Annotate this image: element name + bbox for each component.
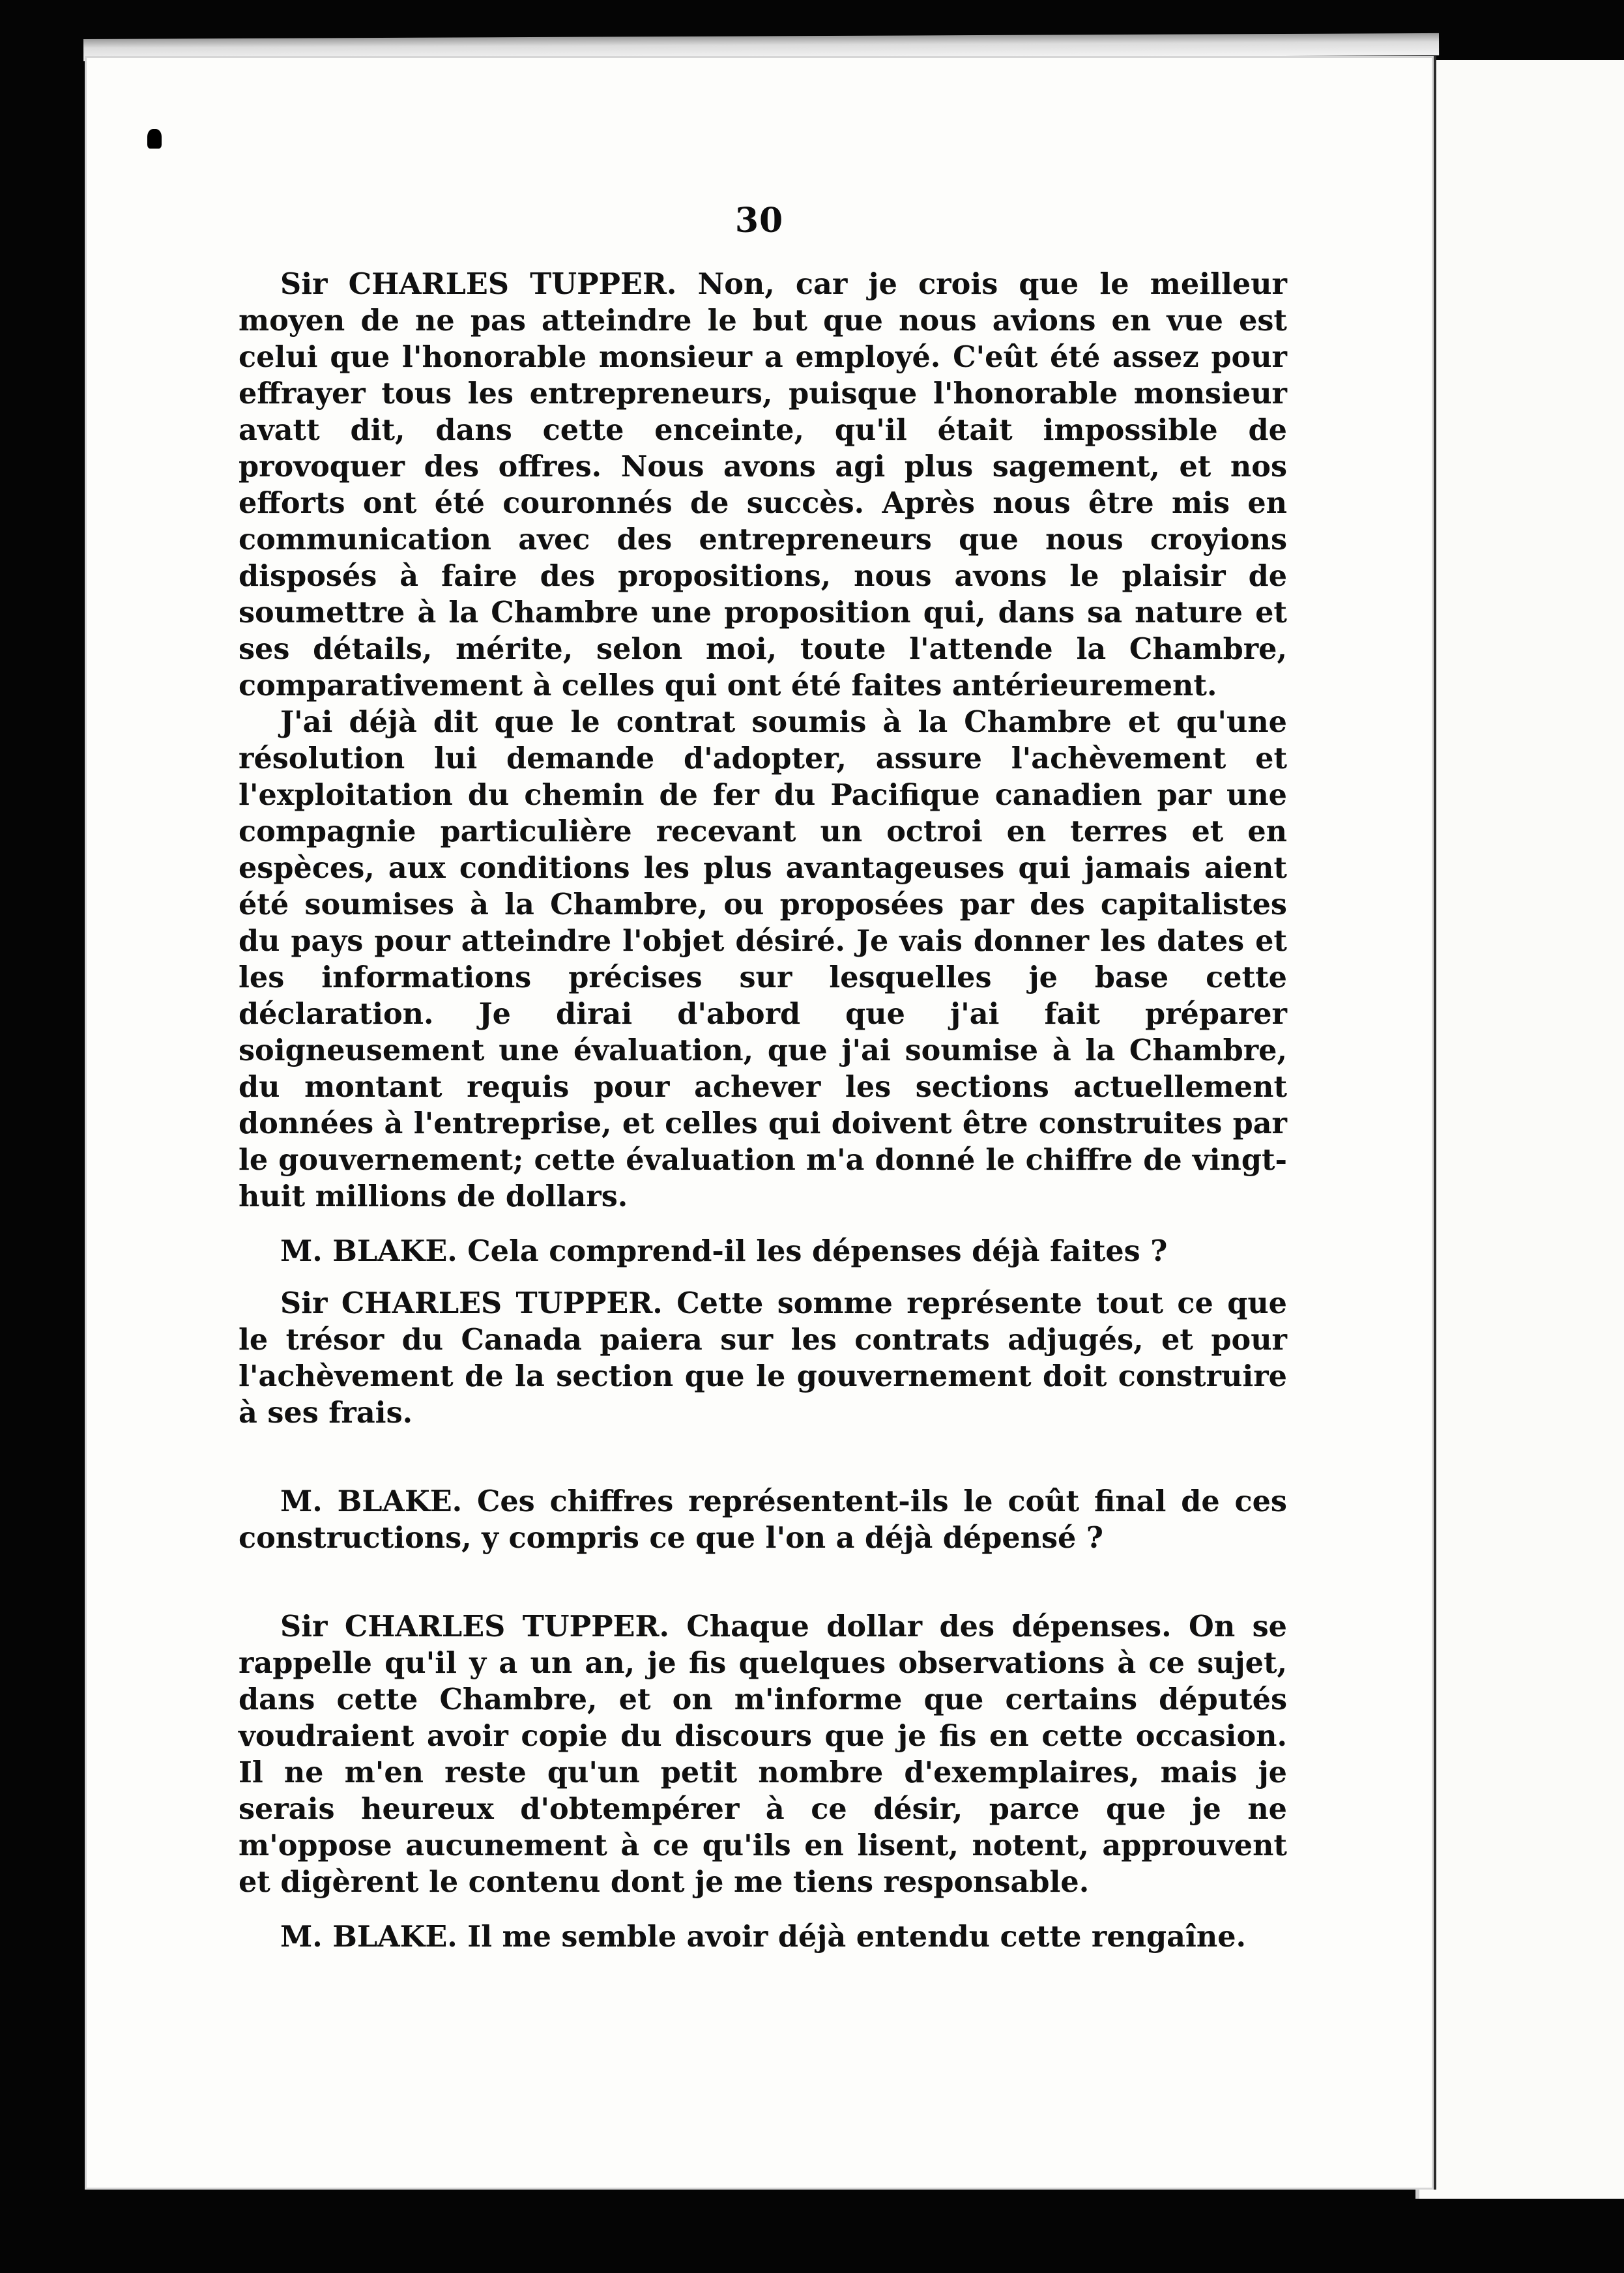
paragraph-3 [239, 1233, 1287, 1269]
paragraph-4 [239, 1285, 1287, 1431]
paragraph-1 [239, 266, 1287, 704]
paragraph-text: Il me semble avoir déjà entendu cette rengaîne. [467, 1920, 1247, 1954]
ink-mark [147, 129, 162, 149]
speaker-name: M. BLAKE. [280, 1920, 457, 1954]
paragraph-text: Ces chiffres représentent-ils le coût final de ces constructions, y compris ce que l'on a déjà dépensé ? [239, 1484, 1287, 1555]
next-page-edge [1415, 60, 1624, 2199]
paragraph-5 [239, 1483, 1287, 1556]
paragraph-7 [239, 1918, 1287, 1955]
paragraph-text: J'ai déjà dit que le contrat soumis à la Chambre et qu'une résolution lui demande d'adopter, assure l'achèvement et l'exploitation du chemin de fer du Pacifique canadien par une compagnie particulière recevant un octroi en terres et en espèces, aux conditions les plus avantageuses qui jamais aient été soumises à la Chambre, ou proposées par des capitalistes du pays pour atteindre l'objet désiré. Je vais donner les dates et les informations précises sur lesquelles je base cette déclaration. Je dirai d'abord que j'ai fait préparer soigneusement une évaluation, que j'ai soumise à la Chambre, du montant requis pour achever les sections actuellement données à l'entreprise, et celles qui doivent être construites par le gouvernement; cette évaluation m'a donné le chiffre de vingt-huit millions de dollars. [239, 705, 1287, 1213]
paragraph-text: Cela comprend-il les dépenses déjà faites ? [467, 1234, 1168, 1268]
speaker-name: M. BLAKE. [280, 1234, 457, 1268]
text-column [239, 266, 1287, 1955]
paragraph-text: Cette somme représente tout ce que le trésor du Canada paiera sur les contrats adjugés, et pour l'achèvement de la section que le gouvernement doit construire à ses frais. [239, 1286, 1287, 1430]
speaker-name: Sir CHARLES TUPPER. [280, 1610, 669, 1643]
speaker-name: Sir CHARLES TUPPER. [280, 267, 677, 301]
page-number: 30 [734, 201, 784, 240]
speaker-name: Sir CHARLES TUPPER. [280, 1286, 663, 1320]
speaker-name: M. BLAKE. [280, 1484, 463, 1518]
paragraph-2 [239, 704, 1287, 1215]
paragraph-text: Non, car je crois que le meilleur moyen de ne pas atteindre le but que nous avions en vue est celui que l'honorable monsieur a employé. C'eût été assez pour effrayer tous les entrepreneurs, puisque l'honorable monsieur avatt dit, dans cette enceinte, qu'il était impossible de provoquer des offres. Nous avons agi plus sagement, et nos efforts ont été couronnés de succès. Après nous être mis en communication avec des entrepreneurs que nous croyions disposés à faire des propositions, nous avons le plaisir de soumettre à la Chambre une proposition qui, dans sa nature et ses détails, mérite, selon moi, toute l'attende la Chambre, comparativement à celles qui ont été faites antérieurement. [239, 267, 1287, 702]
paragraph-6 [239, 1608, 1287, 1900]
document-page [85, 56, 1434, 2190]
paragraph-text: Chaque dollar des dépenses. On se rappelle qu'il y a un an, je fis quelques observations à ce sujet, dans cette Chambre, et on m'informe que certains députés voudraient avoir copie du discours que je fis en cette occasion. Il ne m'en reste qu'un petit nombre d'exemplaires, mais je serais heureux d'obtempérer à ce désir, parce que je ne m'oppose aucunement à ce qu'ils en lisent, notent, approuvent et digèrent le contenu dont je me tiens responsable. [239, 1610, 1287, 1899]
